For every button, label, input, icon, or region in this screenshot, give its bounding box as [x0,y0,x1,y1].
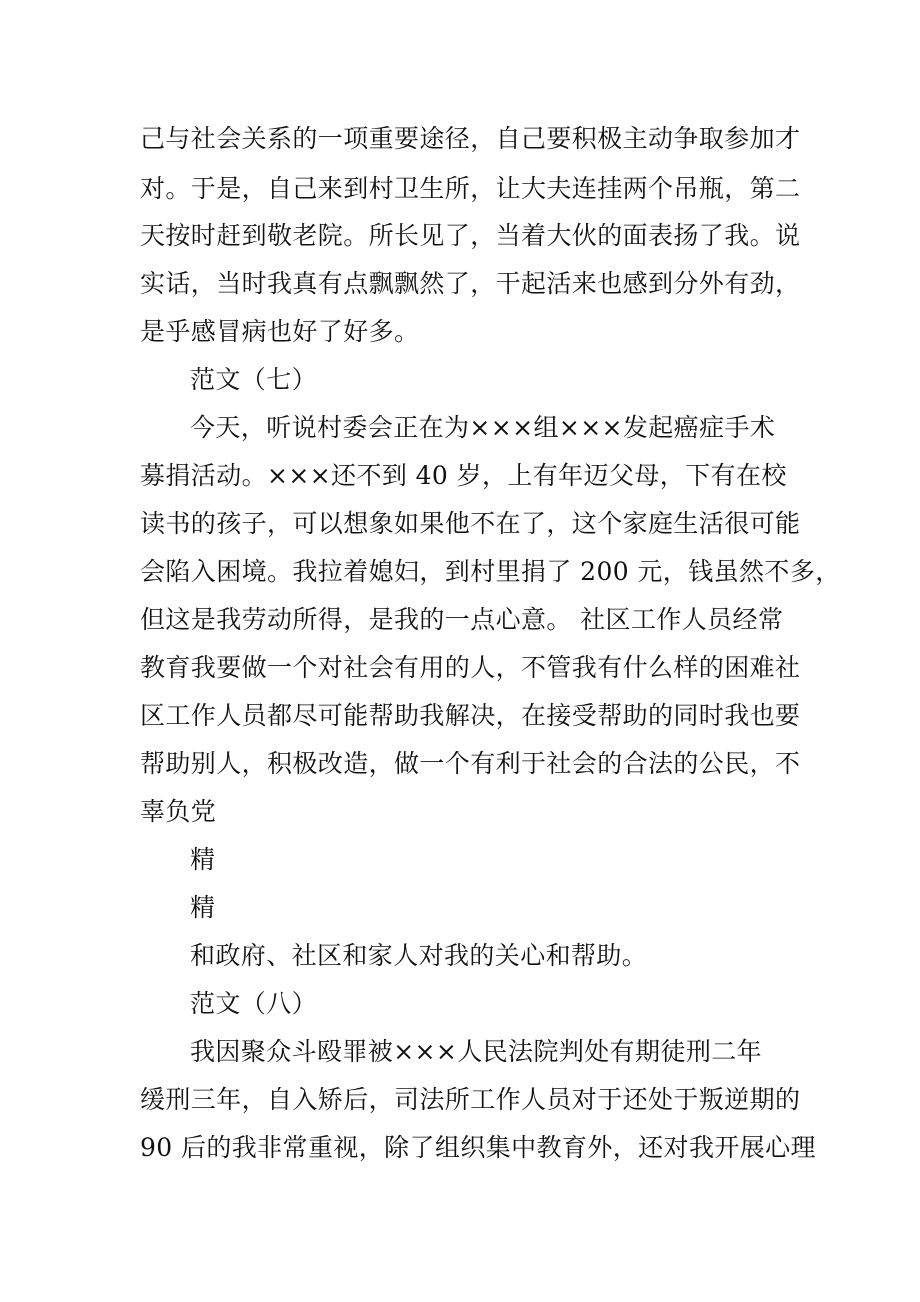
text-line-22: 90 后的我非常重视，除了组织集中教育外，还对我开展心理 [140,1133,816,1162]
text-line-16: 精 [190,845,216,874]
text-line-11: 但这是我劳动所得，是我的一点心意。 社区工作人员经常 [140,605,784,634]
text-line-5: 是乎感冒病也好了好多。 [140,317,420,346]
text-line-8: 募捐活动。×××还不到 40 岁，上有年迈父母，下有在校 [140,461,787,490]
text-line-2: 对。于是，自己来到村卫生所，让大夫连挂两个吊瓶，第二 [140,174,801,203]
text-line-7: 今天，听说村委会正在为×××组×××发起癌症手术 [190,413,776,442]
section-heading-eight: 范文（八） [190,989,318,1018]
text-line-20: 我因聚众斗殴罪被×××人民法院判处有期徒刑二年 [190,1037,763,1066]
text-line-10: 会陷入困境。我拉着媳妇，到村里捐了 200 元，钱虽然不多， [140,557,841,586]
text-line-14: 帮助别人，积极改造，做一个有利于社会的合法的公民，不 [140,749,801,778]
section-heading-seven: 范文（七） [190,365,318,394]
text-line-18: 和政府、社区和家人对我的关心和帮助。 [190,941,648,970]
text-line-21: 缓刑三年，自入矫后，司法所工作人员对于还处于叛逆期的 [140,1085,801,1114]
text-line-15: 辜负党 [140,797,217,826]
text-line-12: 教育我要做一个对社会有用的人，不管我有什么样的困难社 [140,653,801,682]
text-line-9: 读书的孩子，可以想象如果他不在了，这个家庭生活很可能 [140,509,801,538]
text-line-3: 天按时赶到敬老院。所长见了，当着大伙的面表扬了我。说 [140,221,801,250]
text-line-17: 精 [190,893,216,922]
text-line-1: 己与社会关系的一项重要途径，自己要积极主动争取参加才 [140,124,801,153]
text-line-4: 实话，当时我真有点飘飘然了，干起活来也感到分外有劲， [140,269,801,298]
text-line-13: 区工作人员都尽可能帮助我解决，在接受帮助的同时我也要 [140,701,801,730]
